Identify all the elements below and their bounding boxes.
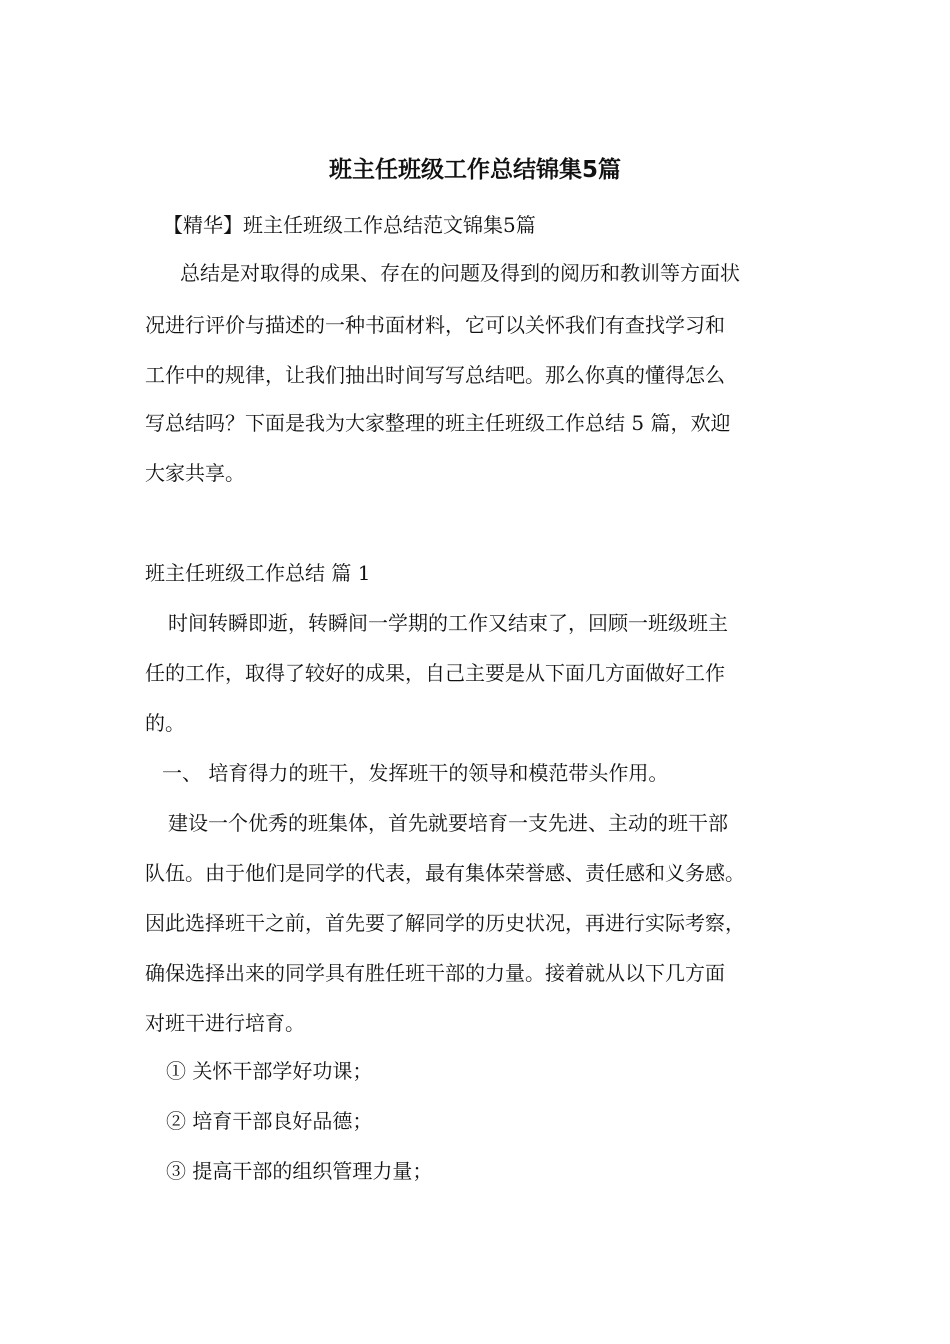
intro-line: 大家共享。 xyxy=(145,461,245,485)
intro-line: 况进行评价与描述的一种书面材料，它可以关怀我们有查找学习和 xyxy=(145,313,725,337)
section-heading: 班主任班级工作总结 篇 1 xyxy=(145,561,371,585)
intro-line: 写总结吗？下面是我为大家整理的班主任班级工作总结 5 篇，欢迎 xyxy=(145,411,731,435)
section-line: 的。 xyxy=(145,711,185,735)
list-item: ① 关怀干部学好功课； xyxy=(166,1059,373,1083)
point-line: 确保选择出来的同学具有胜任班干部的力量。接着就从以下几方面 xyxy=(145,961,725,985)
point-line: 建设一个优秀的班集体，首先就要培育一支先进、主动的班干部 xyxy=(168,811,728,835)
document-title: 班主任班级工作总结锦集5篇 xyxy=(328,157,621,183)
intro-line: 总结是对取得的成果、存在的问题及得到的阅历和教训等方面状 xyxy=(180,261,740,285)
point-heading: 一、 培育得力的班干，发挥班干的领导和模范带头作用。 xyxy=(162,761,669,785)
point-line: 因此选择班干之前，首先要了解同学的历史状况，再进行实际考察， xyxy=(145,911,745,935)
section-line: 任的工作，取得了较好的成果，自己主要是从下面几方面做好工作 xyxy=(145,661,725,685)
list-item: ② 培育干部良好品德； xyxy=(166,1109,373,1133)
point-line: 对班干进行培育。 xyxy=(145,1011,305,1035)
intro-line: 工作中的规律，让我们抽出时间写写总结吧。那么你真的懂得怎么 xyxy=(145,363,725,387)
list-item: ③ 提高干部的组织管理力量； xyxy=(166,1159,433,1183)
document-subtitle: 【精华】班主任班级工作总结范文锦集5篇 xyxy=(163,213,536,237)
point-line: 队伍。由于他们是同学的代表，最有集体荣誉感、责任感和义务感。 xyxy=(145,861,745,885)
section-line: 时间转瞬即逝，转瞬间一学期的工作又结束了，回顾一班级班主 xyxy=(168,611,728,635)
